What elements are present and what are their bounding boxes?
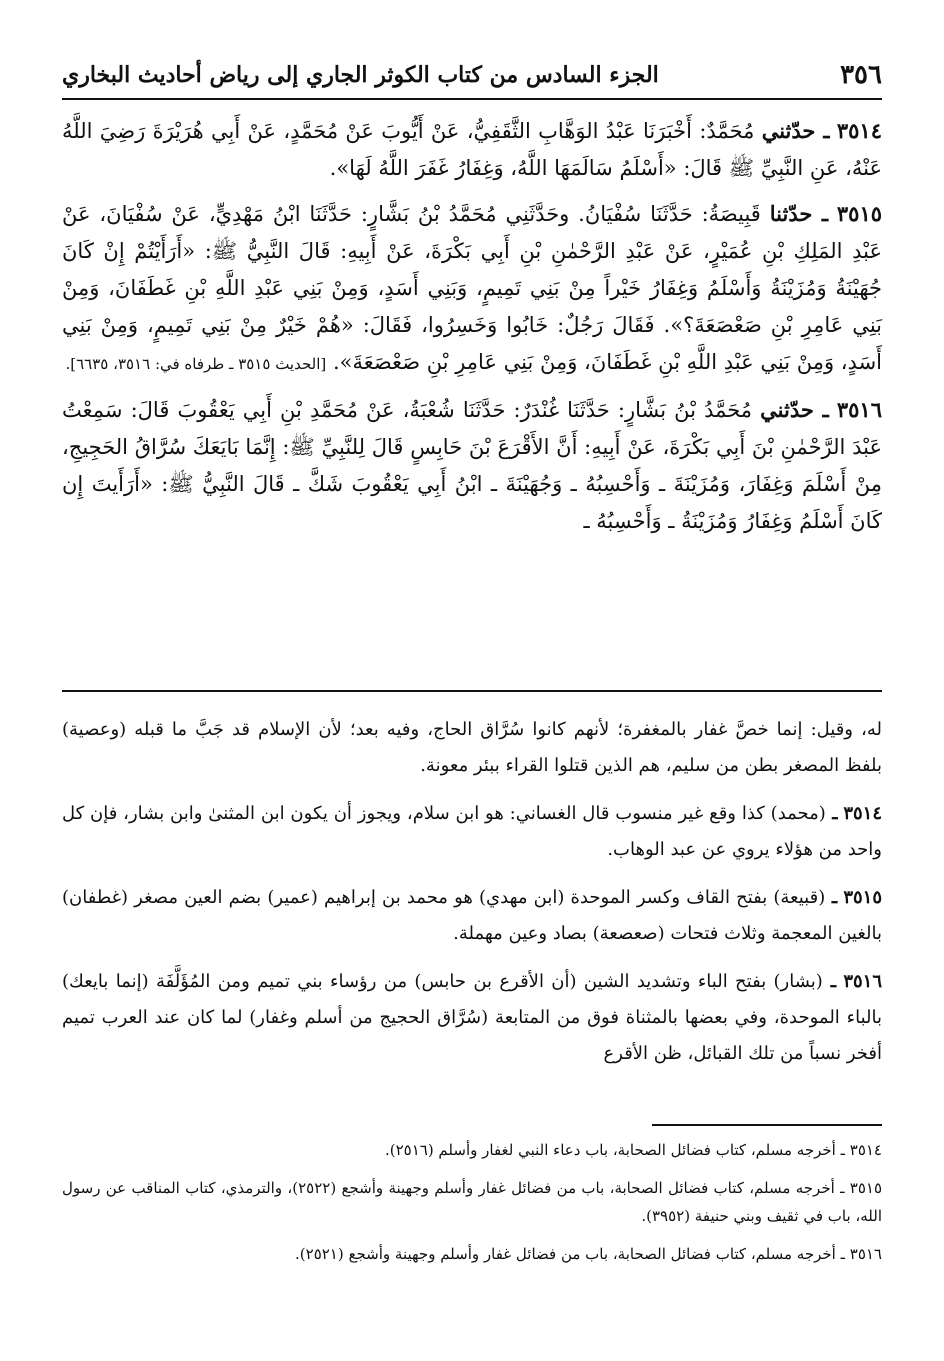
hadith-3514: ٣٥١٤ ـ حدّثني مُحَمَّدٌ: أَخْبَرَنَا عَبْدُ الوَهَّابِ الثَّقَفِيُّ، عَنْ أَيُّوبَ عَنْ مُحَمَّدٍ، عَنْ أَبِي هُرَيْرَةَ رَضِيَ اللَّهُ عَنْهُ، عَنِ النَّبِيِّ ﷺ قَالَ: «أَسْلَمُ سَالَمَهَا اللَّهُ، وَغِفَارُ غَفَرَ اللَّهُ لَهَا».: [62, 118, 882, 180]
commentary-text: له، وقيل: إنما خصَّ غفار بالمغفرة؛ لأنهم كانوا سُرَّاق الحاج، وفيه بعد؛ لأن الإسلام قد جَبَّ ما قبله (وعصية) بلفظ المصغر بطن من سليم، هم الذين قتلوا القراء ببئر معونة.: [62, 719, 882, 776]
commentary-text: (قبيعة) بفتح القاف وكسر الموحدة (ابن مهدي) هو محمد بن إبراهيم (عمير) بضم العين مصغر (غطفان) بالغين المعجمة وثلاث فتحات (صعصعة) بصاد وعين مهملة.: [62, 887, 882, 944]
footnote-3514: ٣٥١٤ ـ أخرجه مسلم، كتاب فضائل الصحابة، باب دعاء النبي لغفار وأسلم (٢٥١٦).: [384, 1141, 882, 1159]
commentary-number: ٣٥١٥: [843, 887, 882, 908]
page-header: [62, 52, 882, 100]
hadith-lead: حدّثني: [760, 397, 814, 422]
footnotes: [62, 1136, 882, 1278]
commentary-continuation: [62, 712, 882, 784]
commentary-number: ٣٥١٤: [843, 803, 882, 824]
hadith-text: مُحَمَّدُ بْنُ بَشَّارٍ: حَدَّثَنَا غُنْدَرٌ: حَدَّثَنَا شُعْبَةُ، عَنْ مُحَمَّدِ بْنِ أَبِي يَعْقُوبَ قَالَ: سَمِعْتُ عَبْدَ الرَّحْمٰنِ بْنَ أَبِي بَكْرَةَ، عَنْ أَبِيهِ: أَنَّ الأَقْرَعَ بْنَ حَابِسٍ قَالَ لِلنَّبِيِّ ﷺ: إِنَّمَا بَايَعَكَ سُرَّاقُ الحَجِيجِ، مِنْ أَسْلَمَ وَغِفَارَ، وَمُزَيْنَةَ ـ وَأَحْسِبُهُ ـ وَجُهَيْنَةَ ـ ابْنُ أَبِي يَعْقُوبَ شَكَّ ـ قَالَ النَّبِيُّ ﷺ: «أَرَأَيتَ إِن كَانَ أَسْلَمُ وَغِفَارُ وَمُزَيْنَةُ ـ وَأَحْسِبُهُ ـ: [62, 398, 882, 533]
hadith-text: مُحَمَّدٌ: أَخْبَرَنَا عَبْدُ الوَهَّابِ الثَّقَفِيُّ، عَنْ أَيُّوبَ عَنْ مُحَمَّدٍ، عَنْ أَبِي هُرَيْرَةَ رَضِيَ اللَّهُ عَنْهُ، عَنِ النَّبِيِّ ﷺ قَالَ: «أَسْلَمُ سَالَمَهَا اللَّهُ، وَغِفَارُ غَفَرَ اللَّهُ لَهَا».: [62, 119, 882, 180]
footnote-3516: ٣٥١٦ ـ أخرجه مسلم، كتاب فضائل الصحابة، باب من فضائل غفار وأسلم وجهينة وأشجع (٢٥٢١).: [295, 1245, 882, 1263]
hadith-number: ٣٥١٦: [836, 397, 882, 422]
commentary-3514: ٣٥١٤ ـ (محمد) كذا وقع غير منسوب قال الغساني: هو ابن سلام، ويجوز أن يكون ابن المثنىٰ وابن بشار، فإن كل واحد من هؤلاء يروي عن عبد الوهاب.: [62, 803, 882, 860]
section-divider: [62, 690, 882, 692]
hadith-number: ٣٥١٤: [836, 118, 882, 143]
hadith-lead: حدّثنا: [769, 201, 813, 226]
commentary-3515: ٣٥١٥ ـ (قبيعة) بفتح القاف وكسر الموحدة (ابن مهدي) هو محمد بن إبراهيم (عمير) بضم العين مصغر (غطفان) بالغين المعجمة وثلاث فتحات (صعصعة) بصاد وعين مهملة.: [62, 887, 882, 944]
hadith-section: [62, 112, 882, 548]
commentary-text: (بشار) بفتح الباء وتشديد الشين (أن الأقرع بن حابس) من رؤساء بني تميم ومن المُؤَلَّفَة (إنما بايعك) بالباء الموحدة، وفي بعضها بالمثناة فوق من المتابعة (سُرَّاق الحجيج من أسلم وغفار) لما كان عند العرب تميم أفخر نسباً من تلك القبائل، ظن الأقرع: [62, 971, 882, 1064]
hadith-text: قَبِيصَةُ: حَدَّثَنَا سُفْيَانُ. وحَدَّثَنِي مُحَمَّدُ بْنُ بَشَّارٍ: حَدَّثَنَا ابْنُ مَهْدِيٍّ، عَنْ سُفْيَانَ، عَنْ عَبْدِ المَلِكِ بْنِ عُمَيْرٍ، عَنْ عَبْدِ الرَّحْمٰنِ بْنِ أَبِي بَكْرَةَ، عَنْ أَبِيهِ: قَالَ النَّبِيُّ ﷺ: «أَرَأَيْتُمْ إِنْ كَانَ جُهَيْنَةُ وَمُزَيْنَةُ وَأَسْلَمُ وَغِفَارُ خَيْراً مِنْ بَنِي تَمِيمٍ، وَبَنِي أَسَدٍ، وَمِنْ بَنِي عَبْدِ اللَّهِ بْنِ غَطَفَانَ، وَمِنْ بَنِي عَامِرِ بْنِ صَعْصَعَةَ؟». فَقَالَ رَجُلٌ: خَابُوا وَخَسِرُوا، فَقَالَ: «هُمْ خَيْرٌ مِنْ بَنِي تَمِيمٍ، وَمِنْ بَنِي أَسَدٍ، وَمِنْ بَنِي عَبْدِ اللَّهِ بْنِ غَطَفَانَ، وَمِنْ بَنِي عَامِرِ بْنِ صَعْصَعَةَ».: [62, 202, 882, 374]
running-title: الجزء السادس من كتاب الكوثر الجاري إلى رياض أحاديث البخاري: [62, 62, 659, 88]
hadith-number: ٣٥١٥: [836, 201, 883, 226]
hadith-lead: حدّثني: [761, 118, 816, 143]
commentary-3516: ٣٥١٦ ـ (بشار) بفتح الباء وتشديد الشين (أن الأقرع بن حابس) من رؤساء بني تميم ومن المُؤَلَّفَة (إنما بايعك) بالباء الموحدة، وفي بعضها بالمثناة فوق من المتابعة (سُرَّاق الحجيج من أسلم وغفار) لما كان عند العرب تميم أفخر نسباً من تلك القبائل، ظن الأقرع: [62, 971, 882, 1064]
hadith-3516: ٣٥١٦ ـ حدّثني مُحَمَّدُ بْنُ بَشَّارٍ: حَدَّثَنَا غُنْدَرٌ: حَدَّثَنَا شُعْبَةُ، عَنْ مُحَمَّدِ بْنِ أَبِي يَعْقُوبَ قَالَ: سَمِعْتُ عَبْدَ الرَّحْمٰنِ بْنَ أَبِي بَكْرَةَ، عَنْ أَبِيهِ: أَنَّ الأَقْرَعَ بْنَ حَابِسٍ قَالَ لِلنَّبِيِّ ﷺ: إِنَّمَا بَايَعَكَ سُرَّاقُ الحَجِيجِ، مِنْ أَسْلَمَ وَغِفَارَ، وَمُزَيْنَةَ ـ وَأَحْسِبُهُ ـ وَجُهَيْنَةَ ـ ابْنُ أَبِي يَعْقُوبَ شَكَّ ـ قَالَ النَّبِيُّ ﷺ: «أَرَأَيتَ إِن كَانَ أَسْلَمُ وَغِفَارُ وَمُزَيْنَةُ ـ وَأَحْسِبُهُ ـ: [62, 397, 882, 533]
footnote-3515: ٣٥١٥ ـ أخرجه مسلم، كتاب فضائل الصحابة، باب من فضائل غفار وأسلم وجهينة وأشجع (٢٥٢٢)، والترمذي، كتاب المناقب عن رسول الله، باب في ثقيف وبني حنيفة (٣٩٥٢).: [62, 1179, 883, 1225]
commentary-number: ٣٥١٦: [843, 971, 882, 992]
footnote-divider: [652, 1124, 882, 1126]
commentary-section: [62, 712, 882, 1084]
hadith-cross-reference: [الحديث ٣٥١٥ ـ طرفاه في: ٣٥١٦، ٦٦٣٥].: [65, 355, 327, 373]
hadith-3515: ٣٥١٥ ـ حدّثنا قَبِيصَةُ: حَدَّثَنَا سُفْيَانُ. وحَدَّثَنِي مُحَمَّدُ بْنُ بَشَّارٍ: حَدَّثَنَا ابْنُ مَهْدِيٍّ، عَنْ سُفْيَانَ، عَنْ عَبْدِ المَلِكِ بْنِ عُمَيْرٍ، عَنْ عَبْدِ الرَّحْمٰنِ بْنِ أَبِي بَكْرَةَ، عَنْ أَبِيهِ: قَالَ النَّبِيُّ ﷺ: «أَرَأَيْتُمْ إِنْ كَانَ جُهَيْنَةُ وَمُزَيْنَةُ وَأَسْلَمُ وَغِفَارُ خَيْراً مِنْ بَنِي تَمِيمٍ، وَبَنِي أَسَدٍ، وَمِنْ بَنِي عَبْدِ اللَّهِ بْنِ غَطَفَانَ، وَمِنْ بَنِي عَامِرِ بْنِ صَعْصَعَةَ؟». فَقَالَ رَجُلٌ: خَابُوا وَخَسِرُوا، فَقَالَ: «هُمْ خَيْرٌ مِنْ بَنِي تَمِيمٍ، وَمِنْ بَنِي أَسَدٍ، وَمِنْ بَنِي عَبْدِ اللَّهِ بْنِ غَطَفَانَ، وَمِنْ بَنِي عَامِرِ بْنِ صَعْصَعَةَ». [الحديث ٣٥١٥ ـ طرفاه في: ٣٥١٦، ٦٦٣٥].: [62, 201, 883, 374]
commentary-text: (محمد) كذا وقع غير منسوب قال الغساني: هو ابن سلام، ويجوز أن يكون ابن المثنىٰ وابن بشار، فإن كل واحد من هؤلاء يروي عن عبد الوهاب.: [62, 803, 882, 860]
page-number: ٣٥٦: [840, 60, 882, 90]
